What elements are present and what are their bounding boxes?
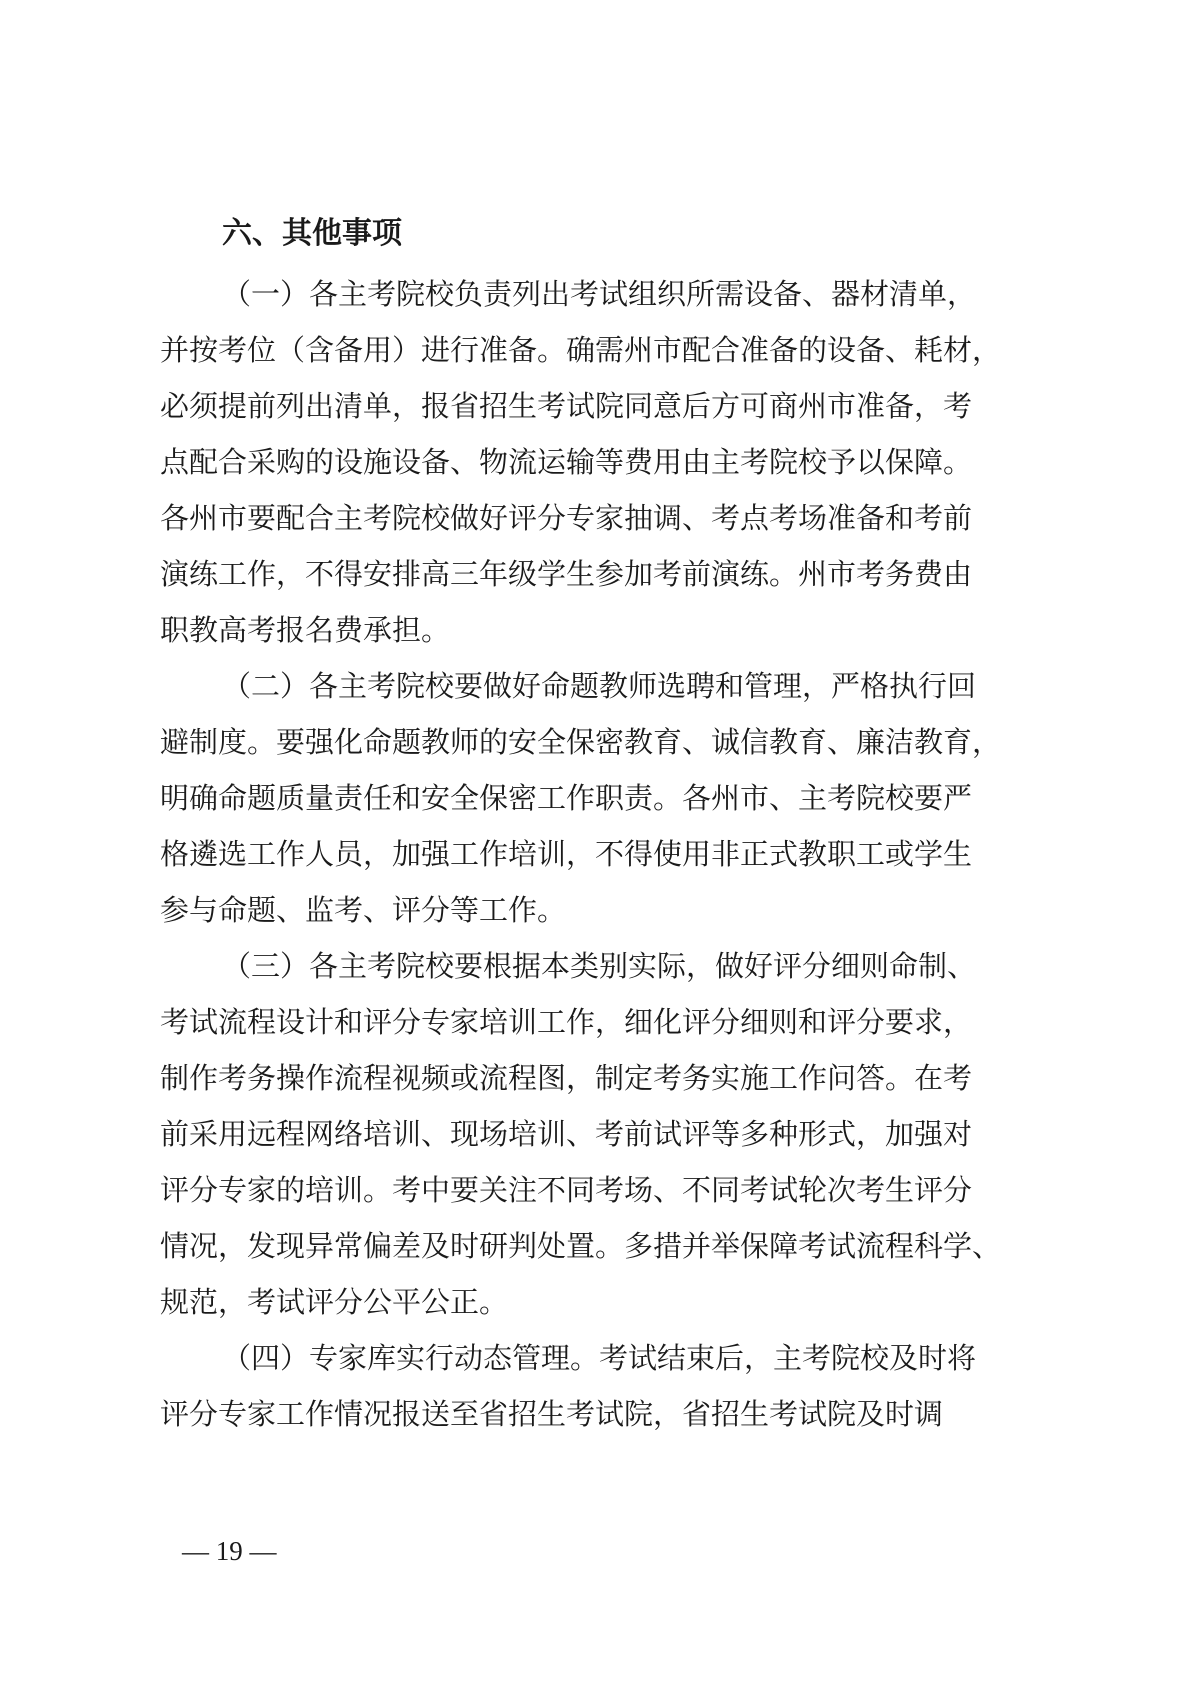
text-line: 演练工作，不得安排高三年级学生参加考前演练。州市考务费由 [160,557,973,591]
text-line: 并按考位（含备用）进行准备。确需州市配合准备的设备、耗材， [160,333,1002,367]
text-line: 参与命题、监考、评分等工作。 [160,893,567,927]
text-line: 格遴选工作人员，加强工作培训，不得使用非正式教职工或学生 [160,837,973,871]
text-line: 评分专家工作情况报送至省招生考试院，省招生考试院及时调 [160,1397,944,1431]
text-line: 考试流程设计和评分专家培训工作，细化评分细则和评分要求， [160,1005,973,1039]
text-line: 必须提前列出清单，报省招生考试院同意后方可商州市准备，考 [160,389,973,423]
text-line: 职教高考报名费承担。 [160,613,451,647]
text-line: 前采用远程网络培训、现场培训、考前试评等多种形式，加强对 [160,1117,973,1151]
text-line: 评分专家的培训。考中要关注不同考场、不同考试轮次考生评分 [160,1173,973,1207]
text-line: 制作考务操作流程视频或流程图，制定考务实施工作问答。在考 [160,1061,973,1095]
section-heading: 六、其他事项 [222,216,402,251]
text-line: （一）各主考院校负责列出考试组织所需设备、器材清单， [222,277,977,311]
text-line: 规范，考试评分公平公正。 [160,1285,509,1319]
text-line: （二）各主考院校要做好命题教师选聘和管理，严格执行回 [222,669,977,703]
text-line: 情况，发现异常偏差及时研判处置。多措并举保障考试流程科学、 [160,1229,1002,1263]
text-line: 明确命题质量责任和安全保密工作职责。各州市、主考院校要严 [160,781,973,815]
text-line: 点配合采购的设施设备、物流运输等费用由主考院校予以保障。 [160,445,973,479]
text-line: （三）各主考院校要根据本类别实际，做好评分细则命制、 [222,949,977,983]
text-line: 各州市要配合主考院校做好评分专家抽调、考点考场准备和考前 [160,501,973,535]
text-line: （四）专家库实行动态管理。考试结束后，主考院校及时将 [222,1341,977,1375]
text-line: 避制度。要强化命题教师的安全保密教育、诚信教育、廉洁教育， [160,725,1002,759]
page-number: — 19 — [182,1536,277,1566]
